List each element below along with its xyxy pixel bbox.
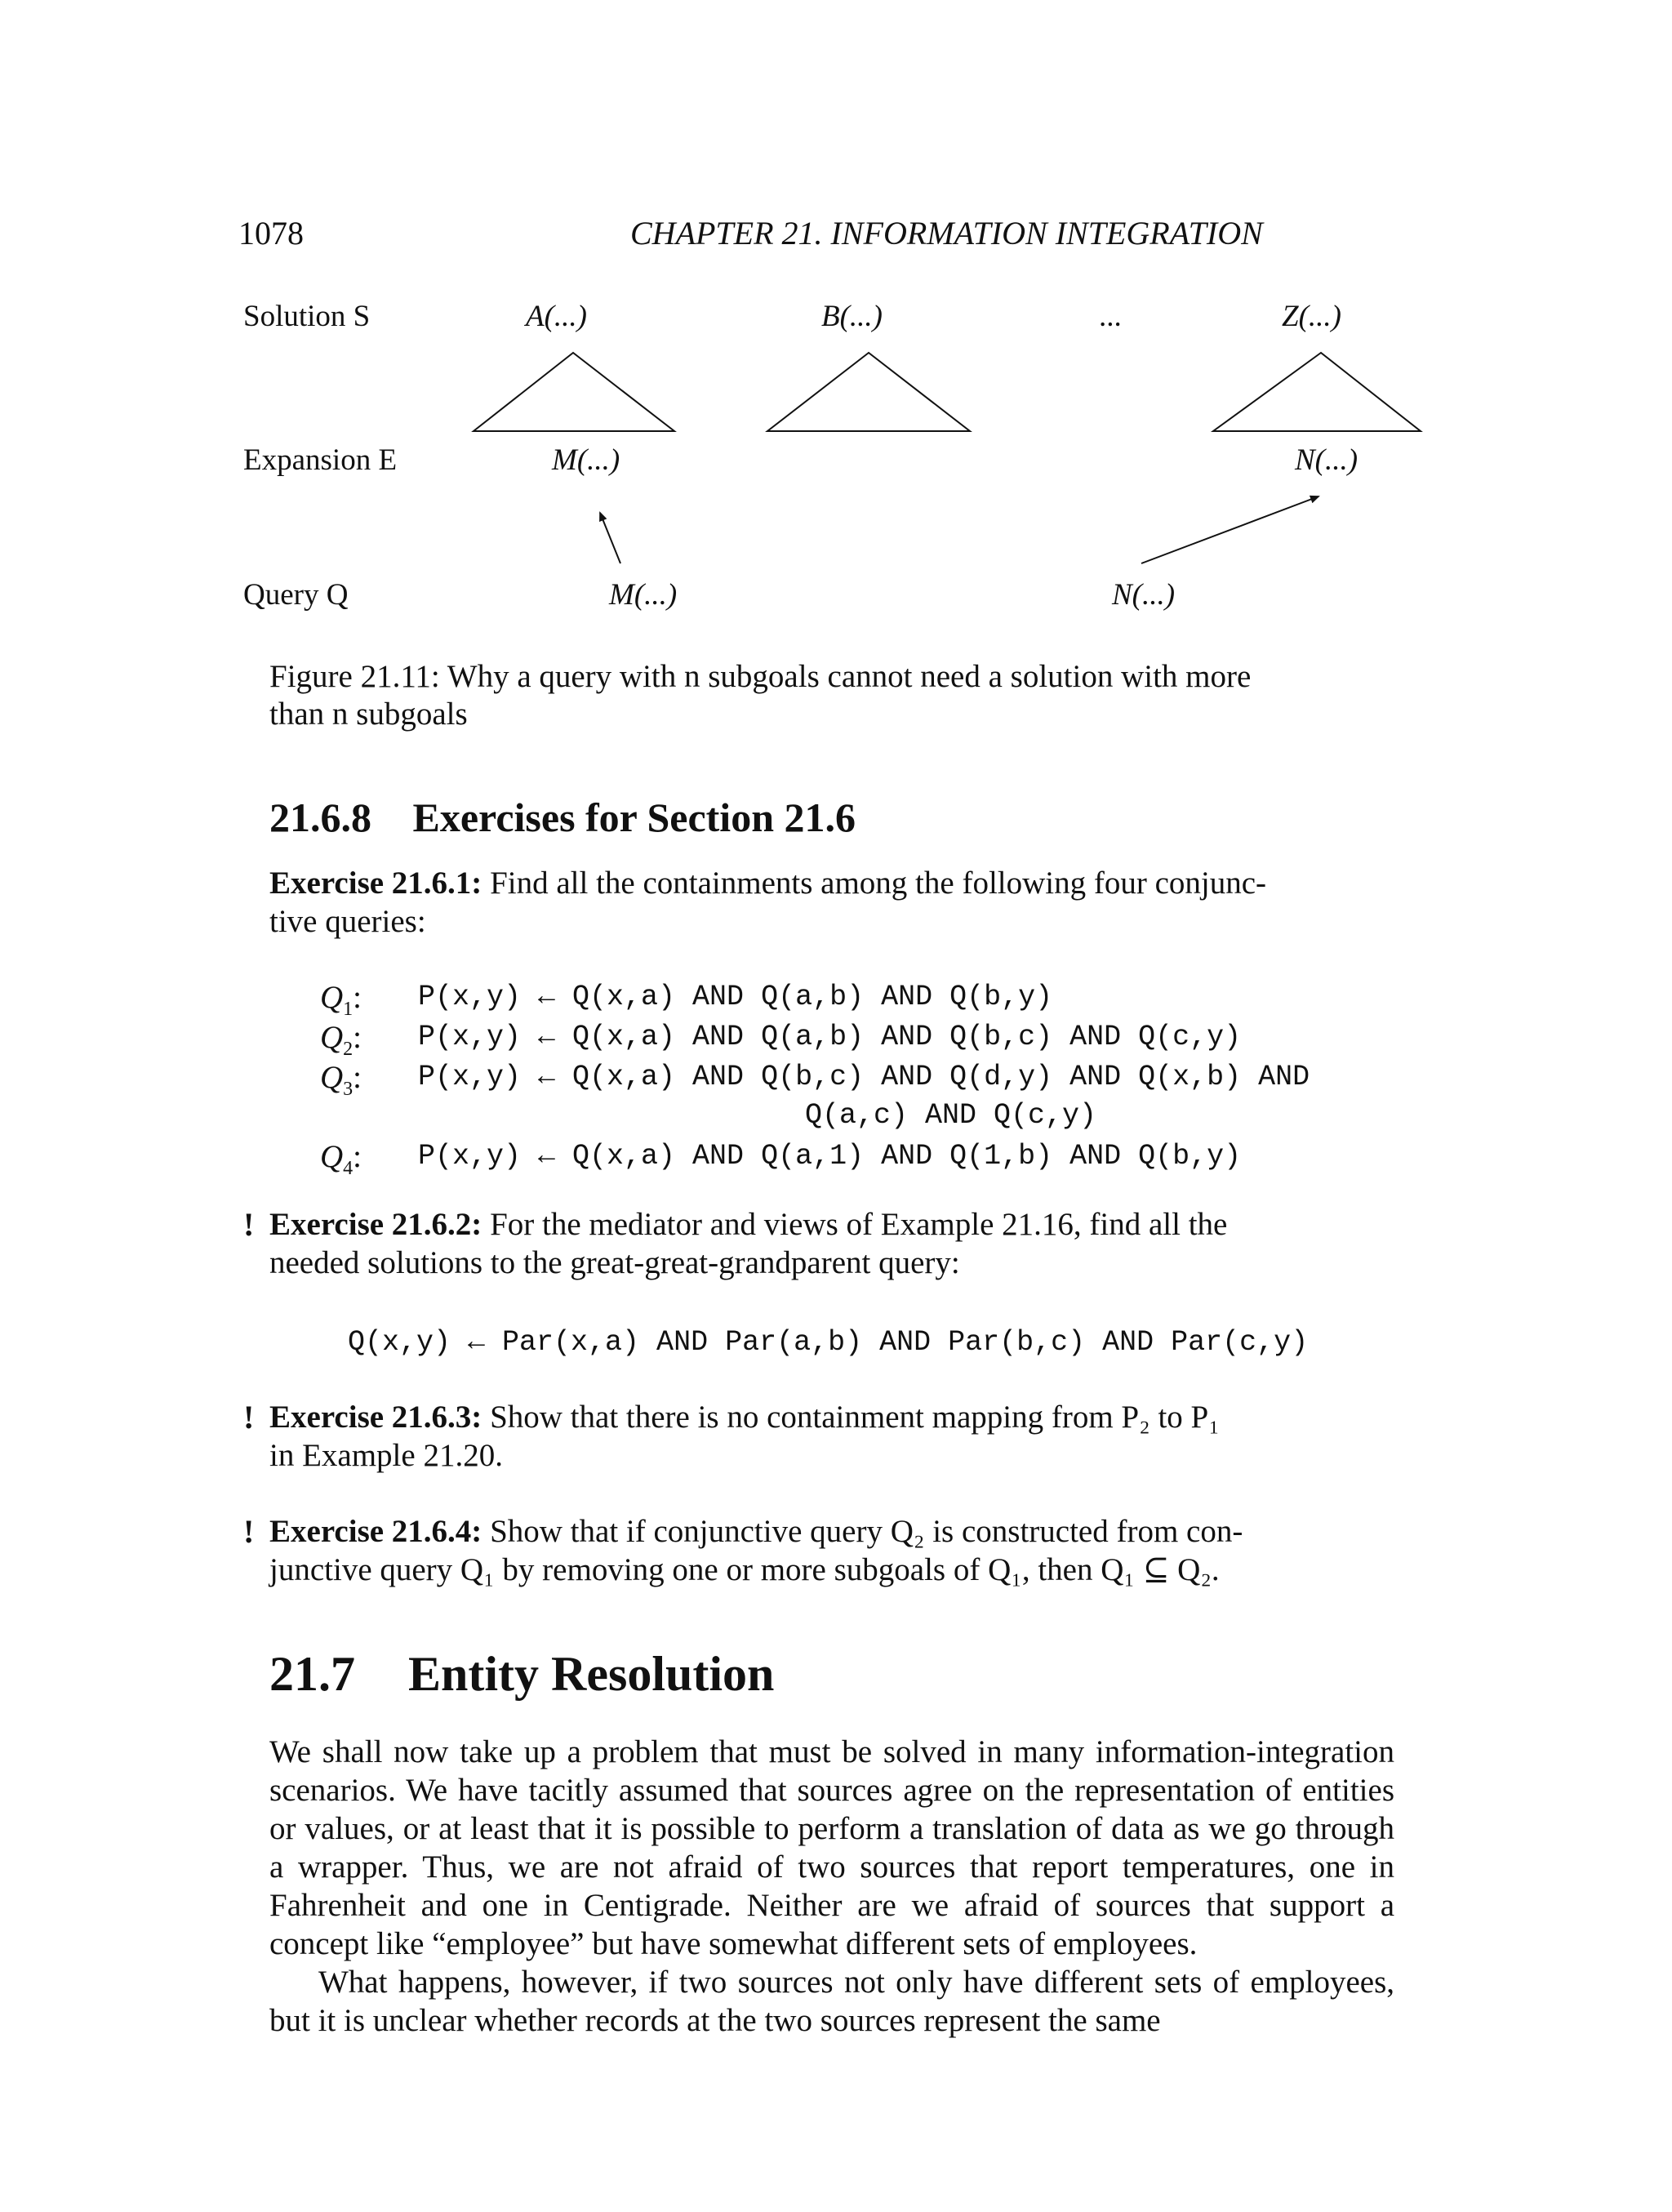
triangle-a (474, 353, 674, 431)
triangle-b (767, 353, 970, 431)
exercise-label: Exercise 21.6.3: (269, 1400, 482, 1435)
exercise-text-cont: tive queries: (269, 904, 426, 939)
section-heading-entity-resolution (269, 1646, 774, 1702)
query-row (320, 1059, 1310, 1101)
exercise-text: Find all the containments among the following four conjunc- (490, 866, 1267, 901)
exercise-21-6-3 (269, 1398, 1396, 1475)
figure-caption (269, 658, 1396, 733)
query-body: P(x,y) ← Q(x,a) AND Q(a,b) AND Q(b,y) (418, 981, 1053, 1013)
label-expansion: Expansion E (243, 443, 398, 477)
difficulty-marker: ! (243, 1206, 255, 1243)
query-node-n: N(...) (1112, 578, 1176, 612)
difficulty-marker: ! (243, 1399, 255, 1435)
caption-line-1: Figure 21.11: Why a query with n subgoals cannot need a solution with more (269, 659, 1252, 694)
node-a: A(...) (526, 300, 587, 333)
node-z: Z(...) (1282, 300, 1341, 333)
exercise-21-6-1 (269, 864, 1396, 941)
node-b: B(...) (821, 300, 883, 333)
body-text (269, 1733, 1394, 2040)
query-node-m: M(...) (609, 578, 678, 612)
caption-line-2: than n subgoals (269, 697, 468, 732)
exercise-text-cont: in Example 21.20. (269, 1438, 503, 1473)
exercise-21-6-4 (269, 1512, 1396, 1589)
section-number: 21.6.8 (269, 794, 371, 840)
triangle-z (1213, 353, 1421, 431)
exercise-label: Exercise 21.6.4: (269, 1514, 482, 1549)
section-number: 21.7 (269, 1647, 355, 1701)
query-body: P(x,y) ← Q(x,a) AND Q(b,c) AND Q(d,y) AND Q(x,b) AND (418, 1061, 1310, 1093)
exercise-text: Show that if conjunctive query Q₂ is constructed from con- (490, 1514, 1243, 1549)
exercise-21-6-2 (269, 1205, 1396, 1282)
query-row (320, 979, 1053, 1021)
expansion-node-m: M(...) (552, 443, 620, 477)
difficulty-marker: ! (243, 1513, 255, 1550)
paragraph: We shall now take up a problem that must be solved in many information-integration scenarios. We have tacitly assumed that sources agree on the representation of entities or values, or at least that it is possible to perform a translation of data as we go through a wrapper. Thus, we are not afraid of two sources that report temperatures, one in Fahrenheit and one in Centigrade. Neither are we afraid of sources that support a concept like “employee” but have somewhat different sets of employees. (269, 1734, 1394, 1961)
query-label: $Q_3$: (320, 1060, 362, 1100)
exercise-text: Show that there is no containment mapping from P₂ to P₁ (490, 1400, 1220, 1435)
section-heading-exercises (269, 794, 856, 841)
section-title: Entity Resolution (408, 1647, 775, 1701)
exercise-text-cont: needed solutions to the great-great-grandparent query: (269, 1245, 960, 1280)
expansion-node-n: N(...) (1295, 443, 1358, 477)
query-row (320, 1019, 1242, 1061)
query-continuation: Q(a,c) AND Q(c,y) (805, 1099, 1097, 1132)
label-query: Query Q (243, 578, 349, 612)
query-row (320, 1138, 1242, 1180)
label-solution: Solution S (243, 300, 371, 333)
running-header: CHAPTER 21. INFORMATION INTEGRATION (630, 215, 1263, 251)
page-number: 1078 (238, 215, 304, 251)
query-label: $Q_4$: (320, 1139, 362, 1179)
arrow-m (600, 513, 620, 563)
exercise-code: Q(x,y) ← Par(x,a) AND Par(a,b) AND Par(b,c) AND Par(c,y) (348, 1326, 1309, 1359)
exercise-label: Exercise 21.6.2: (269, 1207, 482, 1242)
query-body: P(x,y) ← Q(x,a) AND Q(a,b) AND Q(b,c) AND Q(c,y) (418, 1021, 1242, 1053)
query-label: $Q_1$: (320, 980, 362, 1020)
section-title: Exercises for Section 21.6 (412, 794, 856, 840)
paragraph: What happens, however, if two sources not only have different sets of employees, but it is unclear whether records at the two sources represent the same (269, 1965, 1394, 2038)
exercise-text-cont: junctive query Q₁ by removing one or more subgoals of Q₁, then Q₁ ⊆ Q₂. (269, 1552, 1220, 1587)
exercise-label: Exercise 21.6.1: (269, 866, 482, 901)
arrow-n (1141, 496, 1318, 563)
query-body: P(x,y) ← Q(x,a) AND Q(a,1) AND Q(1,b) AND Q(b,y) (418, 1140, 1242, 1173)
query-label: $Q_2$: (320, 1020, 362, 1060)
exercise-text: For the mediator and views of Example 21.16, find all the (490, 1207, 1228, 1242)
node-ellipsis: ... (1099, 300, 1122, 333)
